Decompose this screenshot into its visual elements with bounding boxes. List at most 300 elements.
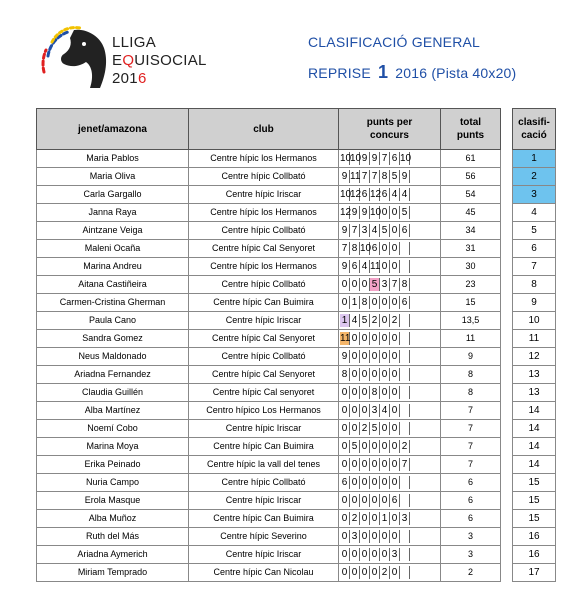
event-score: 9 — [340, 224, 350, 237]
points-per-event — [339, 438, 441, 456]
total-points: 2 — [441, 564, 501, 582]
classification-position: 4 — [513, 204, 556, 222]
event-score: 10 — [350, 153, 362, 164]
event-score: 12 — [350, 189, 362, 200]
classification-row — [513, 222, 556, 240]
event-score: 5 — [400, 206, 410, 219]
club-name: Centre hípic los Hermanos — [189, 204, 339, 222]
event-score: 0 — [350, 476, 360, 489]
event-score: 10 — [400, 153, 412, 164]
rider-name: Janna Raya — [37, 204, 189, 222]
event-score: 0 — [360, 548, 370, 561]
club-name: Centre hípic Iriscar — [189, 546, 339, 564]
event-score — [400, 494, 410, 507]
classification-position: 15 — [513, 492, 556, 510]
event-score: 0 — [370, 512, 380, 525]
event-score: 7 — [370, 170, 380, 183]
total-points: 6 — [441, 492, 501, 510]
event-score: 0 — [370, 530, 380, 543]
classification-position: 13 — [513, 384, 556, 402]
rider-name: Paula Cano — [37, 312, 189, 330]
event-score: 0 — [380, 422, 390, 435]
event-score: 11 — [370, 261, 381, 272]
event-score: 0 — [360, 530, 370, 543]
classification-row — [513, 240, 556, 258]
classification-row — [513, 312, 556, 330]
table-row — [37, 168, 501, 186]
event-score: 0 — [340, 278, 350, 291]
event-score: 6 — [390, 494, 400, 507]
classification-row — [513, 492, 556, 510]
club-name: Centre hípic Cal Senyoret — [189, 330, 339, 348]
table-row — [37, 366, 501, 384]
classification-position: 9 — [513, 294, 556, 312]
event-score: 0 — [380, 206, 390, 219]
event-score: 8 — [400, 278, 410, 291]
event-score: 0 — [380, 242, 390, 255]
table-row — [37, 402, 501, 420]
event-score: 0 — [360, 386, 370, 399]
horse-head-logo-icon — [34, 22, 118, 102]
event-score — [400, 368, 410, 381]
total-points: 7 — [441, 402, 501, 420]
points-per-event — [339, 312, 441, 330]
total-points: 3 — [441, 546, 501, 564]
event-score: 9 — [360, 152, 370, 165]
event-score — [400, 314, 410, 327]
event-score: 0 — [380, 368, 390, 381]
classification-row — [513, 330, 556, 348]
rider-name: Alba Martínez — [37, 402, 189, 420]
points-column-header: punts per concurs — [339, 109, 441, 150]
logo-year: 2016 — [112, 70, 147, 87]
event-score: 9 — [340, 170, 350, 183]
table-row — [37, 492, 501, 510]
table-row — [37, 510, 501, 528]
event-score: 0 — [340, 296, 350, 309]
event-score: 0 — [390, 368, 400, 381]
total-points: 8 — [441, 384, 501, 402]
table-row — [37, 384, 501, 402]
classification-position: 14 — [513, 402, 556, 420]
classification-position: 6 — [513, 240, 556, 258]
event-score: 4 — [390, 188, 400, 201]
classification-position: 12 — [513, 348, 556, 366]
classification-position: 7 — [513, 258, 556, 276]
classification-row — [513, 510, 556, 528]
event-score: 0 — [360, 332, 370, 345]
classification-row — [513, 402, 556, 420]
event-score: 0 — [360, 440, 370, 453]
points-per-event — [339, 546, 441, 564]
event-score: 0 — [340, 422, 350, 435]
points-per-event — [339, 510, 441, 528]
classification-table — [512, 108, 556, 582]
club-name: Centre hípic Can Buimira — [189, 510, 339, 528]
event-score: 7 — [350, 224, 360, 237]
event-score: 1 — [350, 296, 360, 309]
rider-name: Ariadna Fernandez — [37, 366, 189, 384]
event-score: 0 — [360, 350, 370, 363]
classification-position: 10 — [513, 312, 556, 330]
event-score: 0 — [390, 206, 400, 219]
event-score: 0 — [380, 350, 390, 363]
table-row — [37, 222, 501, 240]
total-points: 7 — [441, 420, 501, 438]
event-score: 0 — [380, 494, 390, 507]
event-score — [400, 350, 410, 363]
event-score: 5 — [350, 440, 360, 453]
classification-position: 1 — [513, 150, 556, 168]
page-subtitle: REPRISE 1 2016 (Pista 40x20) — [308, 62, 517, 82]
rider-name: Noemí Cobo — [37, 420, 189, 438]
rider-name: Erika Peinado — [37, 456, 189, 474]
event-score: 0 — [340, 494, 350, 507]
page-title: CLASIFICACIÓ GENERAL — [308, 34, 481, 50]
rider-name: Alba Muñoz — [37, 510, 189, 528]
event-score: 0 — [360, 368, 370, 381]
total-points: 11 — [441, 330, 501, 348]
event-score: 0 — [340, 386, 350, 399]
table-row — [37, 294, 501, 312]
rider-name: Erola Masque — [37, 492, 189, 510]
rider-name: Aitana Castiñeira — [37, 276, 189, 294]
club-name: Centre hípic Iriscar — [189, 312, 339, 330]
points-per-event — [339, 150, 441, 168]
event-score: 0 — [390, 422, 400, 435]
event-score: 3 — [370, 404, 380, 417]
event-score: 3 — [360, 224, 370, 237]
event-score: 0 — [390, 566, 400, 579]
classification-row — [513, 366, 556, 384]
rider-name: Marina Andreu — [37, 258, 189, 276]
event-score: 0 — [380, 260, 390, 273]
club-name: Centre hípic Collbató — [189, 474, 339, 492]
classification-row — [513, 528, 556, 546]
classification-row — [513, 204, 556, 222]
event-score: 0 — [340, 548, 350, 561]
event-score: 8 — [360, 296, 370, 309]
event-score: 0 — [390, 332, 400, 345]
event-score: 7 — [340, 242, 350, 255]
club-name: Centre hípic Collbató — [189, 222, 339, 240]
event-score: 2 — [360, 422, 370, 435]
points-per-event — [339, 330, 441, 348]
event-score: 10 — [360, 243, 372, 254]
event-score: 0 — [370, 350, 380, 363]
event-score: 0 — [340, 440, 350, 453]
event-score: 0 — [370, 566, 380, 579]
total-points: 7 — [441, 456, 501, 474]
event-score — [400, 476, 410, 489]
total-points: 13,5 — [441, 312, 501, 330]
standings-table — [36, 108, 501, 582]
event-score: 0 — [350, 368, 360, 381]
classification-row — [513, 564, 556, 582]
event-score: 9 — [370, 152, 380, 165]
event-score: 1 — [380, 512, 390, 525]
total-points: 9 — [441, 348, 501, 366]
rider-name: Aintzane Veiga — [37, 222, 189, 240]
event-score: 0 — [340, 512, 350, 525]
event-score: 6 — [360, 188, 370, 201]
points-per-event — [339, 258, 441, 276]
event-score: 0 — [380, 530, 390, 543]
table-row — [37, 240, 501, 258]
classification-position: 8 — [513, 276, 556, 294]
event-score: 0 — [350, 332, 360, 345]
total-points: 56 — [441, 168, 501, 186]
table-row — [37, 456, 501, 474]
event-score: 4 — [380, 404, 390, 417]
event-score: 0 — [360, 494, 370, 507]
event-score — [400, 422, 410, 435]
club-name: Centre hípic Collbató — [189, 276, 339, 294]
event-score: 7 — [380, 152, 390, 165]
event-score: 0 — [380, 440, 390, 453]
table-row — [37, 150, 501, 168]
club-name: Centre hípic la vall del tenes — [189, 456, 339, 474]
event-score: 6 — [380, 188, 390, 201]
total-points: 15 — [441, 294, 501, 312]
event-score — [400, 548, 410, 561]
total-points: 45 — [441, 204, 501, 222]
event-score: 0 — [340, 566, 350, 579]
event-score: 9 — [360, 206, 370, 219]
event-score: 6 — [390, 152, 400, 165]
event-score: 6 — [350, 260, 360, 273]
rider-name: Marina Moya — [37, 438, 189, 456]
event-score: 3 — [400, 512, 410, 525]
event-score: 0 — [350, 350, 360, 363]
club-name: Centre hípic Severino — [189, 528, 339, 546]
club-name: Centre hípic Collbató — [189, 348, 339, 366]
event-score: 0 — [370, 440, 380, 453]
event-score: 9 — [340, 260, 350, 273]
club-name: Centre hípic Can Buimira — [189, 294, 339, 312]
classification-position: 16 — [513, 546, 556, 564]
event-score: 0 — [370, 368, 380, 381]
classification-row — [513, 294, 556, 312]
event-score: 7 — [400, 458, 410, 471]
event-score: 0 — [380, 386, 390, 399]
event-score: 10 — [340, 153, 352, 164]
club-name: Centre hípic los Hermanos — [189, 150, 339, 168]
event-score: 9 — [340, 350, 350, 363]
table-row — [37, 546, 501, 564]
event-score: 0 — [350, 548, 360, 561]
event-score: 0 — [390, 242, 400, 255]
table-row — [37, 204, 501, 222]
event-score: 0 — [390, 512, 400, 525]
event-score: 8 — [370, 386, 380, 399]
rider-name: Nuria Campo — [37, 474, 189, 492]
event-score: 8 — [340, 368, 350, 381]
total-points: 6 — [441, 510, 501, 528]
points-per-event — [339, 528, 441, 546]
event-score: 0 — [350, 422, 360, 435]
event-score: 0 — [380, 458, 390, 471]
event-score: 3 — [390, 548, 400, 561]
event-score: 0 — [390, 530, 400, 543]
rider-name: Neus Maldonado — [37, 348, 189, 366]
rider-name: Maria Pablos — [37, 150, 189, 168]
classification-row — [513, 150, 556, 168]
event-score: 8 — [350, 242, 360, 255]
table-row — [37, 330, 501, 348]
event-score: 0 — [340, 530, 350, 543]
logo-line2: EQUISOCIAL — [112, 52, 207, 69]
classification-position: 14 — [513, 456, 556, 474]
event-score: 11 — [340, 333, 351, 344]
event-score: 2 — [390, 314, 400, 327]
classification-position: 3 — [513, 186, 556, 204]
event-score — [400, 404, 410, 417]
points-per-event — [339, 348, 441, 366]
points-per-event — [339, 186, 441, 204]
event-score: 8 — [380, 170, 390, 183]
table-row — [37, 438, 501, 456]
event-score: 5 — [380, 224, 390, 237]
event-score: 0 — [390, 476, 400, 489]
classification-position: 16 — [513, 528, 556, 546]
points-per-event — [339, 366, 441, 384]
points-per-event — [339, 420, 441, 438]
event-score: 12 — [340, 207, 352, 218]
points-per-event — [339, 384, 441, 402]
event-score: 12 — [370, 189, 382, 200]
logo-line1: LLIGA — [112, 34, 157, 51]
total-column-header: total punts — [441, 109, 501, 150]
points-per-event — [339, 456, 441, 474]
table-row — [37, 528, 501, 546]
rider-name: Sandra Gomez — [37, 330, 189, 348]
event-score: 1 — [340, 314, 350, 327]
total-points: 30 — [441, 258, 501, 276]
rider-name: Carmen-Cristina Gherman — [37, 294, 189, 312]
classification-row — [513, 348, 556, 366]
total-points: 23 — [441, 276, 501, 294]
club-name: Centre hípic Can Buimira — [189, 438, 339, 456]
event-score: 7 — [360, 170, 370, 183]
event-score: 0 — [360, 512, 370, 525]
event-score: 5 — [370, 422, 380, 435]
rider-name: Miriam Temprado — [37, 564, 189, 582]
event-score: 0 — [360, 278, 370, 291]
club-name: Centre hípic Iriscar — [189, 492, 339, 510]
event-score: 0 — [390, 386, 400, 399]
club-column-header: club — [189, 109, 339, 150]
event-score: 2 — [370, 314, 380, 327]
total-points: 6 — [441, 474, 501, 492]
event-score: 0 — [370, 476, 380, 489]
points-per-event — [339, 204, 441, 222]
event-score: 0 — [380, 476, 390, 489]
event-score: 4 — [400, 188, 410, 201]
club-name: Centre hípic Can Nicolau — [189, 564, 339, 582]
event-score: 0 — [390, 260, 400, 273]
event-score: 0 — [370, 458, 380, 471]
event-score: 5 — [370, 278, 380, 291]
club-name: Centre hípic Cal Senyoret — [189, 366, 339, 384]
event-score: 0 — [390, 440, 400, 453]
points-per-event — [339, 240, 441, 258]
league-logo-text — [112, 34, 207, 88]
club-name: Centre hípic Cal Senyoret — [189, 240, 339, 258]
club-name: Centre hípic Collbató — [189, 168, 339, 186]
rider-name: Claudia Guillén — [37, 384, 189, 402]
event-score: 0 — [390, 404, 400, 417]
event-score: 0 — [340, 404, 350, 417]
club-name: Centre hípic Cal senyoret — [189, 384, 339, 402]
event-score: 4 — [360, 260, 370, 273]
event-score: 0 — [380, 332, 390, 345]
classification-row — [513, 420, 556, 438]
event-score: 0 — [380, 548, 390, 561]
event-score: 9 — [350, 206, 360, 219]
event-score: 6 — [370, 242, 380, 255]
event-score: 3 — [380, 278, 390, 291]
table-row — [37, 474, 501, 492]
event-score: 0 — [360, 458, 370, 471]
total-points: 31 — [441, 240, 501, 258]
rider-name: Carla Gargallo — [37, 186, 189, 204]
event-score: 10 — [370, 207, 382, 218]
classification-position: 13 — [513, 366, 556, 384]
rider-name: Maria Oliva — [37, 168, 189, 186]
event-score: 0 — [360, 566, 370, 579]
table-row — [37, 564, 501, 582]
event-score: 0 — [350, 566, 360, 579]
classification-row — [513, 474, 556, 492]
table-row — [37, 258, 501, 276]
event-score: 10 — [340, 189, 352, 200]
classification-row — [513, 276, 556, 294]
rider-column-header: jenet/amazona — [37, 109, 189, 150]
club-name: Centro hípico Los Hermanos — [189, 402, 339, 420]
classification-row — [513, 168, 556, 186]
points-per-event — [339, 564, 441, 582]
event-score: 0 — [390, 458, 400, 471]
event-score — [400, 332, 410, 345]
table-row — [37, 186, 501, 204]
classification-position: 14 — [513, 420, 556, 438]
total-points: 61 — [441, 150, 501, 168]
points-per-event — [339, 402, 441, 420]
rider-name: Maleni Ocaña — [37, 240, 189, 258]
event-score: 5 — [390, 170, 400, 183]
total-points: 7 — [441, 438, 501, 456]
event-score: 0 — [390, 350, 400, 363]
points-per-event — [339, 222, 441, 240]
event-score: 0 — [350, 278, 360, 291]
club-name: Centre hípic Iriscar — [189, 186, 339, 204]
table-row — [37, 348, 501, 366]
total-points: 54 — [441, 186, 501, 204]
classification-row — [513, 438, 556, 456]
event-score: 0 — [370, 548, 380, 561]
event-score — [400, 260, 410, 273]
event-score: 0 — [370, 296, 380, 309]
table-row — [37, 420, 501, 438]
event-score: 0 — [370, 494, 380, 507]
event-score — [400, 566, 410, 579]
event-score: 2 — [350, 512, 360, 525]
club-name: Centre hípic Iriscar — [189, 420, 339, 438]
event-score: 0 — [380, 314, 390, 327]
event-score: 0 — [340, 458, 350, 471]
table-row — [37, 312, 501, 330]
